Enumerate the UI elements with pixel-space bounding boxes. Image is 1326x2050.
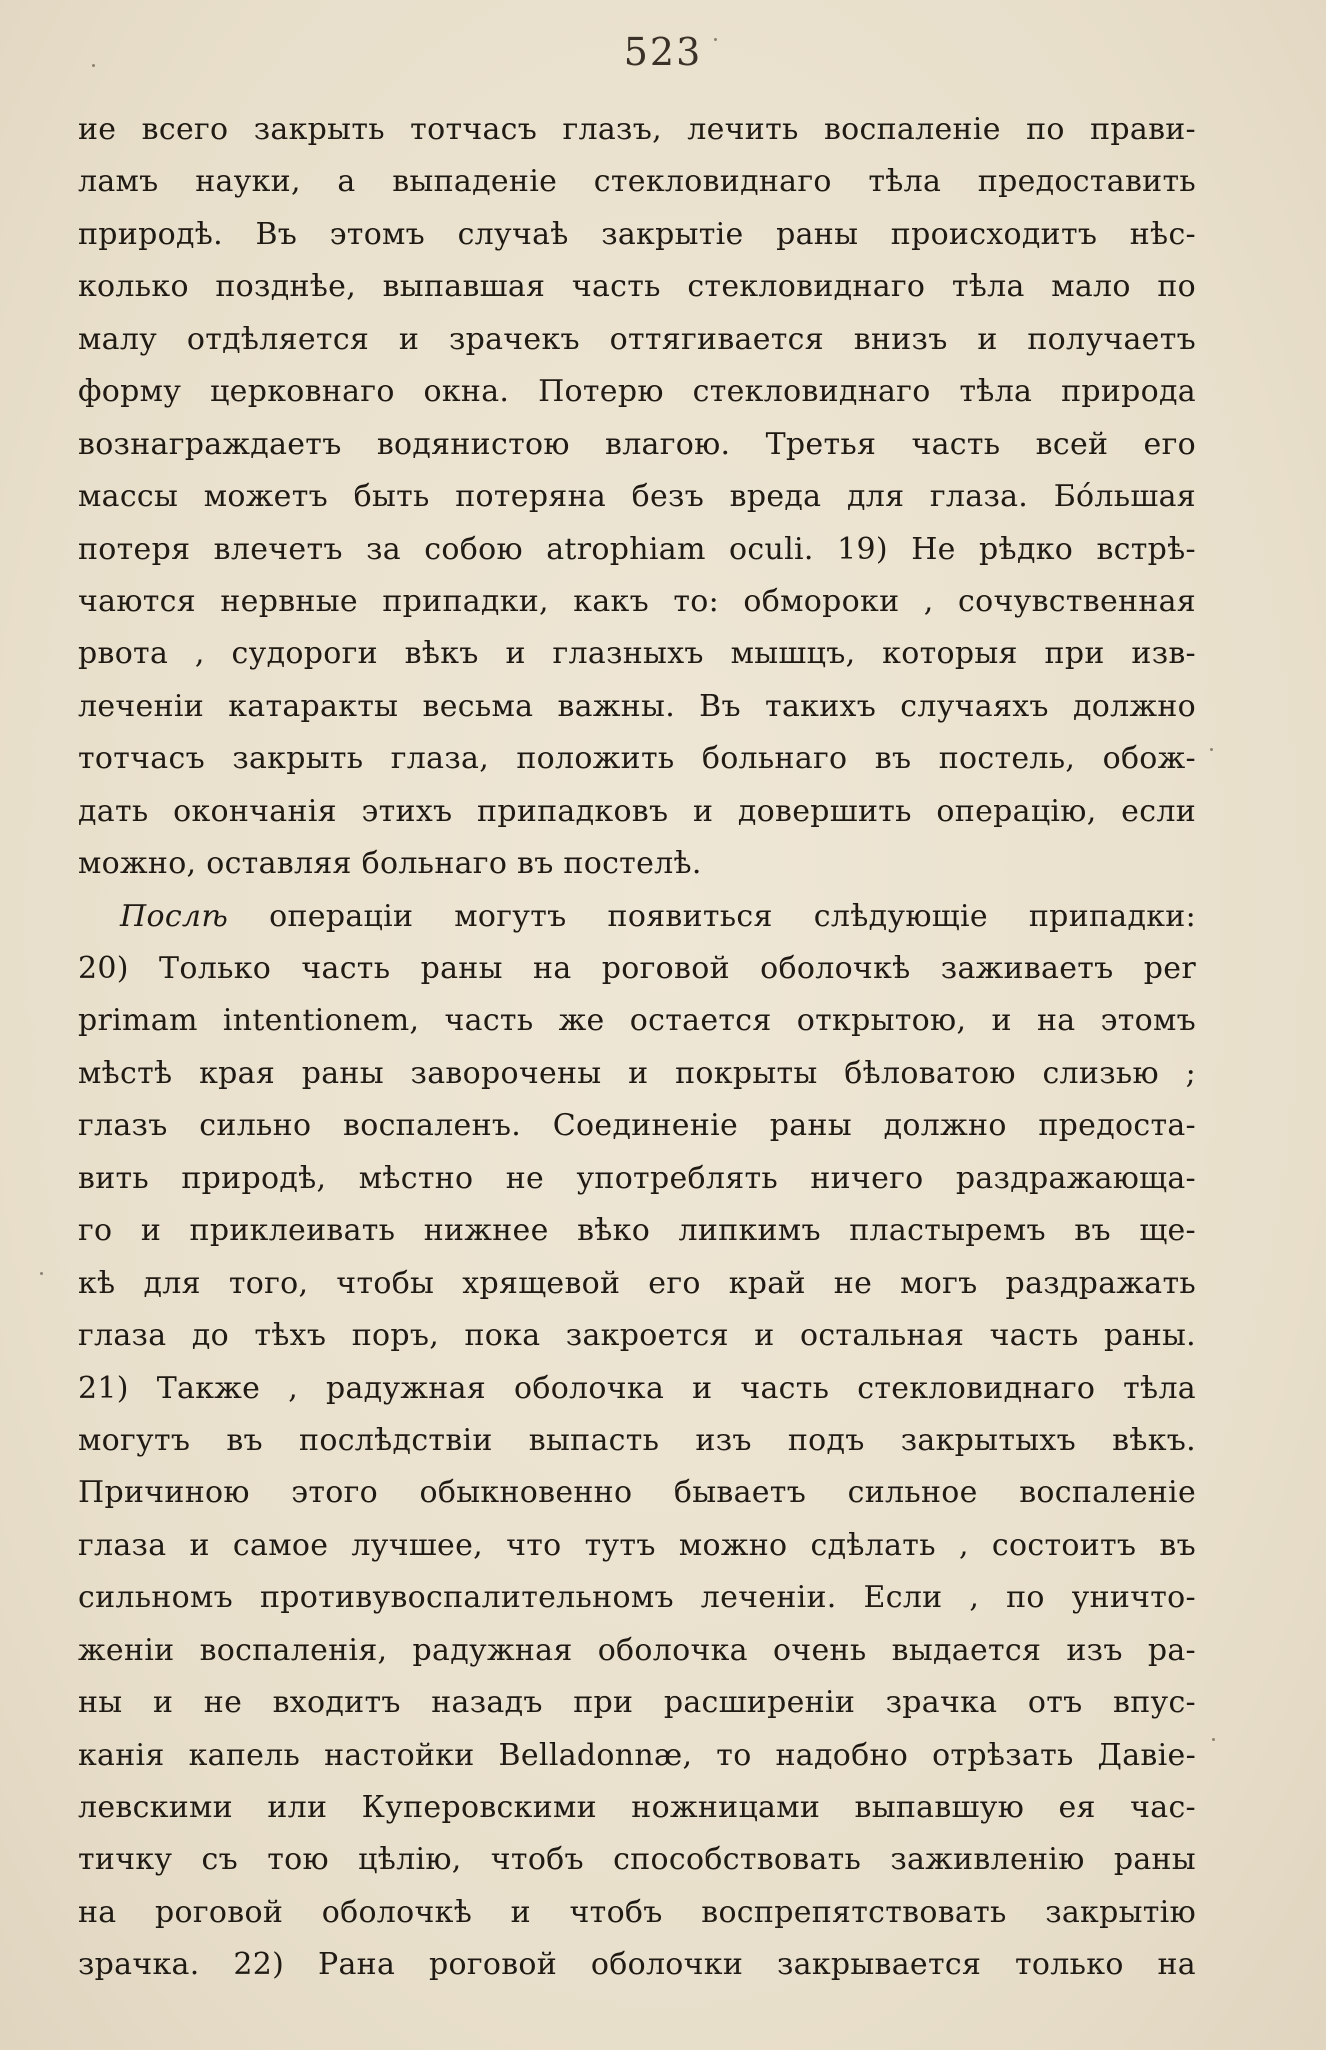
paper-speck — [1210, 748, 1213, 751]
text-line-2: ламъ науки, а выпаденіе стекловиднаго тѣла предоставить — [78, 164, 1196, 200]
text-line-1: ие всего закрыть тотчасъ глазъ, лечить воспаленіе по прави- — [78, 112, 1196, 147]
text-line-17: 20) Только часть раны на роговой оболочкѣ заживаетъ per — [78, 951, 1196, 986]
text-line-14: дать окончанія этихъ припадковъ и довершить операцію, если — [78, 793, 1196, 829]
text-line-22: го и приклеивать нижнее вѣко липкимъ пластыремъ въ ще- — [78, 1213, 1196, 1249]
text-line-30: женіи воспаленія, радужная оболочка очень выдается изъ ра- — [78, 1632, 1196, 1668]
text-line-19: мѣстѣ края раны заворочены и покрыты бѣловатою слизью ; — [78, 1055, 1196, 1091]
text-line-9: потеря влечетъ за собою atrophiam oculi. 19) Не рѣдко встрѣ- — [78, 531, 1196, 567]
text-line-12: леченіи катаракты весьма важны. Въ такихъ случаяхъ должно — [78, 688, 1196, 724]
text-line-4: колько позднѣе, выпавшая часть стекловиднаго тѣла мало по — [78, 269, 1196, 305]
text-line-23: кѣ для того, чтобы хрящевой его край не могъ раздражать — [78, 1265, 1196, 1301]
text-line-29: сильномъ противувоспалительномъ леченіи. Если , по уничто- — [78, 1580, 1196, 1616]
paragraph-lead-word: Послѣ — [120, 898, 229, 934]
text-line-24: глаза до тѣхъ поръ, пока закроется и остальная часть раны. — [78, 1318, 1196, 1354]
text-line-26: могутъ въ послѣдствіи выпасть изъ подъ закрытыхъ вѣкъ. — [78, 1422, 1196, 1458]
text-line-33: левскими или Куперовскими ножницами выпавшую ея час- — [78, 1790, 1196, 1825]
text-line-34: тичку съ тою цѣлію, чтобъ способствовать заживленію раны — [78, 1842, 1196, 1878]
text-line-32: канія капель настойки Belladonnæ, то надобно отрѣзать Давіе- — [78, 1737, 1196, 1773]
text-line-36: зрачка. 22) Рана роговой оболочки закрывается только на — [78, 1947, 1196, 1983]
text-line-18: primam intentionem, часть же остается открытою, и на этомъ — [78, 1003, 1196, 1039]
body-text — [78, 104, 1196, 1992]
paragraph-first-line-rest: операціи могутъ появиться слѣдующіе припадки: — [269, 898, 1196, 934]
text-line-8: массы можетъ быть потеряна безъ вреда для глаза. Бо́льшая — [78, 479, 1196, 515]
text-line-3: природѣ. Въ этомъ случаѣ закрытіе раны происходитъ нѣс- — [78, 216, 1196, 252]
paper-speck — [714, 38, 717, 41]
text-line-28: глаза и самое лучшее, что тутъ можно сдѣлать , состоитъ въ — [78, 1527, 1196, 1563]
paper-speck — [1212, 1738, 1215, 1741]
paragraph-first-line — [78, 891, 1196, 943]
text-line-5: малу отдѣляется и зрачекъ оттягивается внизъ и получаетъ — [78, 321, 1196, 357]
text-line-11: рвота , судороги вѣкъ и глазныхъ мышцъ, которыя при изв- — [78, 636, 1196, 672]
text-line-7: вознаграждаетъ водянистою влагою. Третья часть всей его — [78, 426, 1196, 462]
text-line-21: вить природѣ, мѣстно не употреблять ничего раздражающа- — [78, 1160, 1196, 1196]
text-line-6: форму церковнаго окна. Потерю стекловиднаго тѣла природа — [78, 374, 1196, 410]
paper-speck — [92, 64, 95, 67]
paper-speck — [40, 1272, 43, 1275]
text-line-15: можно, оставляя больнаго въ постелѣ. — [78, 846, 702, 882]
text-line-31: ны и не входитъ назадъ при расширеніи зрачка отъ впус- — [78, 1685, 1196, 1721]
text-line-35: на роговой оболочкѣ и чтобъ воспрепятствовать закрытію — [78, 1894, 1196, 1930]
text-line-13: тотчасъ закрыть глаза, положить больнаго въ постель, обож- — [78, 741, 1196, 777]
text-line-20: глазъ сильно воспаленъ. Соединеніе раны должно предоста- — [78, 1108, 1196, 1144]
page-number: 523 — [623, 30, 703, 74]
text-line-27: Причиною этого обыкновенно бываетъ сильное воспаленіе — [78, 1475, 1196, 1511]
text-line-25: 21) Также , радужная оболочка и часть стекловиднаго тѣла — [78, 1370, 1196, 1406]
text-line-10: чаются нервные припадки, какъ то: обмороки , сочувственная — [78, 583, 1196, 619]
